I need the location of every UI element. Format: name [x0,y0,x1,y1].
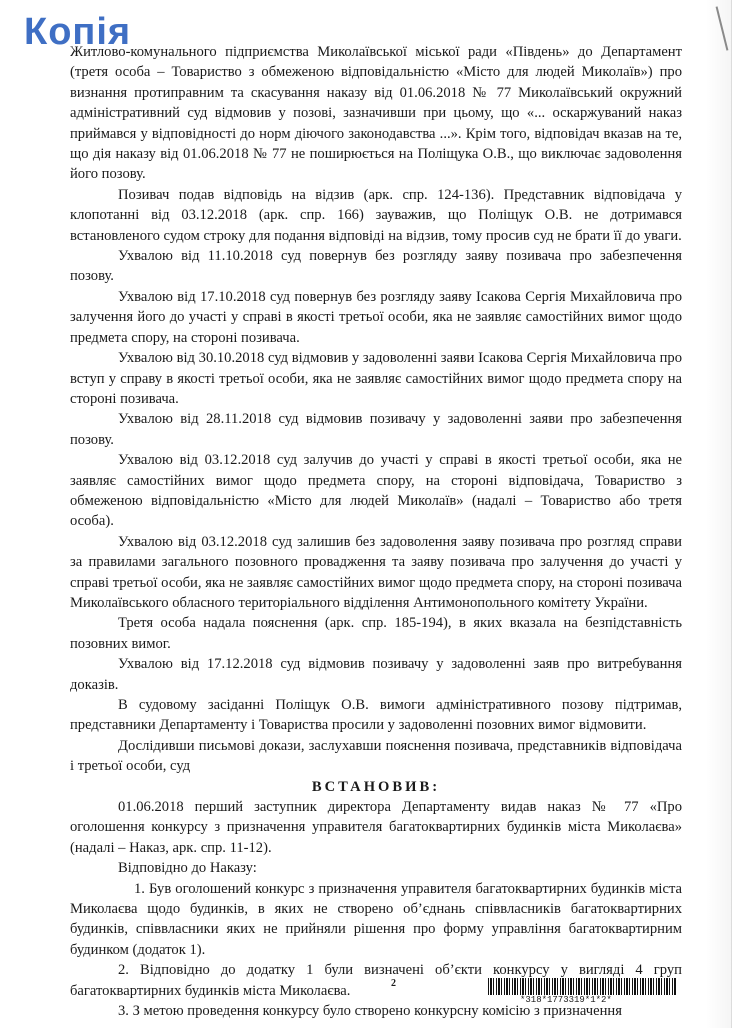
paragraph: Ухвалою від 17.10.2018 суд повернув без розгляду заяву Ісакова Сергія Михайловича про залучення його до участі у справі в якості третьої особи, яка не заявляє самостійних вимог щодо предмета спору, на стороні позивача. [70,288,682,346]
paragraph: Ухвалою від 30.10.2018 суд відмовив у задоволенні заяви Ісакова Сергія Михайловича про вступ у справу в якості третьої особи, яка не заявляє самостійних вимог щодо предмета спору на стороні позивача. [70,350,682,407]
paragraph: Ухвалою від 17.12.2018 суд відмовив позивачу у задоволенні заяв про витребування доказів. [70,656,682,693]
copy-stamp: Копія [24,11,132,53]
section-heading: ВСТАНОВИВ: [311,778,441,795]
paragraph: Ухвалою від 03.12.2018 суд залучив до участі у справі в якості третьої особи, яка не заявляє самостійних вимог щодо предмета спору, на стороні відповідача, Товариство з обмеженою відповідальністю «Місто для людей Миколаїв» (надалі – Товариство або третя особа). [70,452,682,530]
page-edge-crease [705,0,732,1028]
paragraph: Відповідно до Наказу: [118,860,257,877]
document-body [70,42,682,1022]
paragraph: 3. З метою проведення конкурсу було створено конкурсну комісію з призначення [118,1003,622,1020]
paragraph: Третя особа надала пояснення (арк. спр. 185-194), в яких вказала на безпідставність позовних вимог. [70,615,682,652]
paragraph: 01.06.2018 перший заступник директора Департаменту видав наказ № 77 «Про оголошення конкурсу з призначення управителя багатоквартирних будинків міста Миколаєва» (надалі – Наказ, арк. спр. 11-12). [70,799,682,856]
paragraph: В судовому засіданні Поліщук О.В. вимоги адміністративного позову підтримав, представники Департаменту і Товариства просили у задоволенні позовних вимог відмовити. [70,697,682,734]
barcode-graphic [488,978,676,995]
paragraph: Позивач подав відповідь на відзив (арк. спр. 124-136). Представник відповідача у клопотанні від 03.12.2018 (арк. спр. 166) зауважив, що Поліщук О.В. не дотримався встановленого судом строку для подання відповіді на відзив, тому просив суд не брати її до уваги. [70,186,682,244]
paragraph: Ухвалою від 11.10.2018 суд повернув без розгляду заяву позивача про забезпечення позову. [70,248,682,285]
barcode-text: *318*1773319*1*2* [520,995,612,1005]
paragraph: 2. Відповідно до додатку 1 були визначені об’єкти конкурсу у вигляді 4 груп багатоквартирних будинків міста Миколаєва. [70,962,682,999]
paragraph: 1. Був оголошений конкурс з призначення управителя багатоквартирних будинків міста Миколаєва щодо будинків, в яких не створено об’єднань співвласників багатоквартирних будинків, співвласники яких не прийняли рішення про форму управління багатоквартирним будинком (додаток 1). [70,880,682,958]
paragraph: Ухвалою від 28.11.2018 суд відмовив позивачу у задоволенні заяви про забезпечення позову. [70,411,682,448]
paragraph: Дослідивши письмові докази, заслухавши пояснення позивача, представників відповідача і третьої особи, суд [70,737,682,775]
page-number: 2 [391,978,396,989]
paragraph: Ухвалою від 03.12.2018 суд залишив без задоволення заяву позивача про розгляд справи за правилами загального позовного провадження та заяву позивача про залучення до участі у справі третьої особи, яка не заявляє самостійних вимог щодо предмета спору, на стороні позивача Миколаївського обласного територіального відділення Антимонопольного комітету України. [70,533,682,611]
paragraph: Житлово-комунального підприємства Миколаївської міської ради «Південь» до Департамент (третя особа – Товариство з обмеженою відповідальністю «Місто для людей Миколаїв») про визнання протиправним та скасування наказу від 01.06.2018 № 77 Миколаївський окружний адміністративний суд відмовив у позові, зазначивши при цьому, що «... оскаржуваний наказ приймався у відповідності до норм діючого законодавства ...». Крім того, відповідач вказав на те, що дія наказу від 01.06.2018 № 77 не поширюється на Поліщука О.В., що виключає задоволення його позову. [70,44,682,183]
